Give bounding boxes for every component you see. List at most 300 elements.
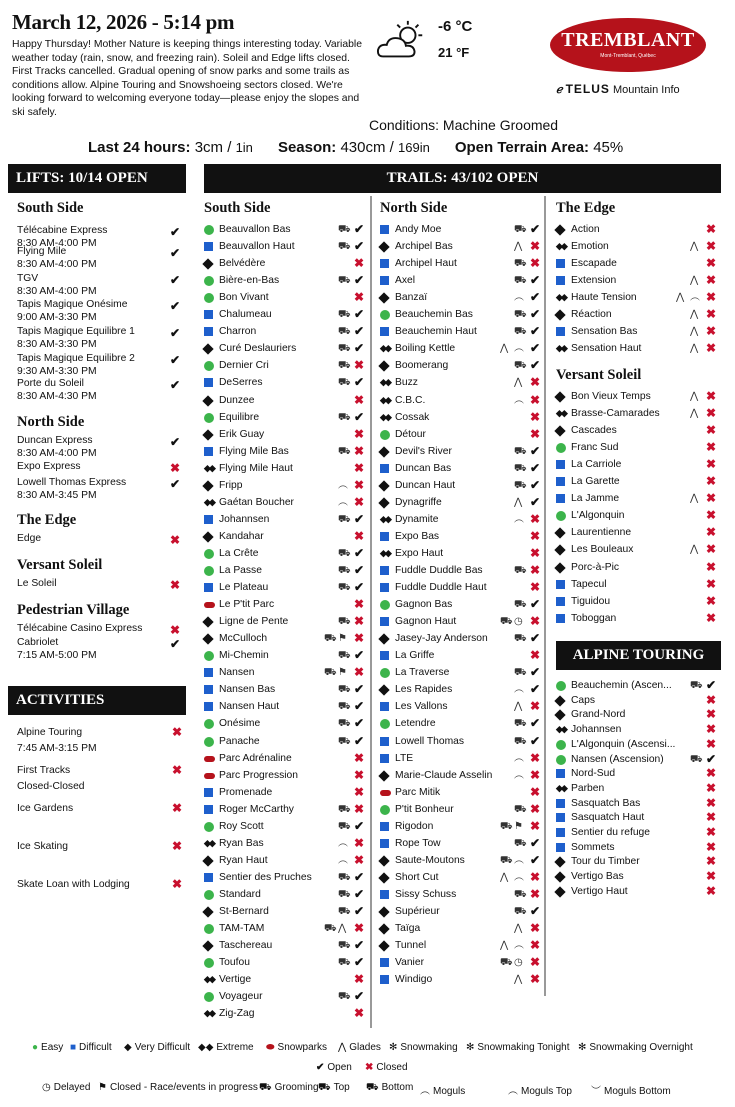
extreme-double-diamond-icon: ◆◆ [380, 547, 390, 558]
easy-circle-icon [380, 668, 390, 678]
trail-name: Mi-Chemin [219, 650, 269, 662]
trail-name: Franc Sud [571, 442, 619, 454]
trail-name: Johannsen [219, 513, 270, 525]
trail-name: Tiguidou [571, 595, 611, 607]
difficult-square-icon [204, 668, 213, 677]
very-difficult-diamond-icon [378, 446, 389, 457]
legend-label: Closed [376, 1062, 408, 1073]
trail-row [380, 784, 544, 801]
trail-row [204, 767, 368, 784]
trail-name: Taschereau [219, 940, 273, 952]
delayed-clock-icon: ◷ [514, 957, 523, 969]
trail-row [380, 392, 544, 409]
very-difficult-diamond-icon [554, 425, 565, 436]
trail-row [380, 306, 544, 323]
very-difficult-diamond-icon [378, 906, 389, 917]
legend-label: Glades [349, 1042, 381, 1053]
grooming-icon: ⛟ [338, 582, 351, 594]
very-difficult-diamond-icon [378, 872, 389, 883]
trail-name: Le P'tit Parc [219, 599, 275, 611]
glades-icon: ⋀ [514, 701, 523, 713]
season-in: 169in [398, 140, 430, 155]
trail-name: Rigodon [395, 820, 434, 832]
moguls-top-icon: ︵ [508, 1086, 518, 1097]
trail-name: L'Algonquin (Ascensi... [571, 738, 676, 750]
very-difficult-diamond-icon [202, 940, 213, 951]
terrain-value: 45% [593, 139, 624, 156]
open-check-icon: ✔ [170, 326, 181, 340]
trail-row [204, 255, 368, 272]
open-check-icon: ✔ [706, 751, 717, 766]
very-difficult-diamond-icon [202, 395, 213, 406]
grooming-icon: ⛟ [514, 360, 527, 372]
closed-x-icon: ✖ [530, 818, 541, 833]
trail-row [556, 255, 720, 272]
trail-name: Andy Moe [395, 224, 442, 235]
trail-row [380, 494, 544, 511]
lift-hours: 8:30 AM-4:00 PM [17, 286, 97, 297]
trail-name: Bon Vieux Temps [571, 391, 651, 402]
trail-section-title: Versant Soleil [556, 367, 642, 383]
trail-name: L'Algonquin [571, 510, 625, 522]
glades-icon: ⋀ [690, 275, 699, 287]
trail-row [556, 593, 720, 610]
last24-label: Last 24 hours: [88, 139, 191, 156]
closed-x-icon: ✖ [706, 593, 717, 608]
very-difficult-diamond-icon [202, 480, 213, 491]
legend-item [259, 1082, 319, 1095]
trail-name: Erik Guay [219, 428, 265, 440]
very-difficult-diamond-icon [554, 695, 565, 706]
trail-row [380, 460, 544, 477]
legend-label: Moguls Bottom [604, 1086, 671, 1097]
legend-label: Snowparks [277, 1042, 328, 1053]
lift-name: TGV [17, 273, 39, 284]
closed-x-icon: ✖ [530, 801, 541, 816]
trail-name: Dynagriffe [395, 496, 442, 508]
trail-row [204, 340, 368, 357]
extreme-double-diamond-icon: ◆◆ [380, 411, 390, 422]
trail-name: Dynamite [395, 513, 439, 525]
trail-name: Caps [571, 694, 596, 706]
open-check-icon: ✔ [354, 409, 365, 424]
grooming-icon: ⛟ [338, 940, 351, 952]
trail-row [204, 630, 368, 647]
lift-hours: 8:30 AM-4:30 PM [17, 391, 97, 402]
trail-row [204, 733, 368, 750]
difficult-square-icon [556, 276, 565, 285]
trail-name: Vanier [395, 957, 424, 969]
trail-row [380, 545, 544, 562]
trail-name: Les Bouleaux [571, 544, 634, 556]
trail-name: Tour du Timber [571, 856, 640, 868]
trail-name: Expo Haut [395, 547, 444, 559]
trail-row [204, 647, 368, 664]
grooming-icon: ⛟ [338, 650, 351, 662]
trail-name: Cossak [395, 411, 430, 423]
trail-row [380, 733, 544, 750]
grooming-icon: ⛟ [338, 547, 351, 559]
glades-icon: ⋀ [690, 544, 699, 556]
trail-row [204, 920, 368, 937]
grooming-icon: ⛟ [338, 871, 351, 883]
difficult-square-icon [204, 378, 213, 387]
trail-name: Sasquatch Haut [571, 812, 645, 824]
difficult-square-icon [204, 310, 213, 319]
closed-x-icon: ✖ [354, 528, 365, 543]
glades-icon: ⋀ [500, 940, 509, 952]
closed-x-icon: ✖ [706, 491, 717, 506]
extreme-double-diamond-icon: ◆◆ [204, 462, 214, 473]
grooming-icon: ⛟ [514, 258, 527, 270]
difficult-square-icon [204, 583, 213, 592]
very-difficult-diamond-icon [554, 857, 565, 868]
grooming-icon: ⛟ [338, 616, 351, 628]
easy-circle-icon [556, 755, 566, 765]
very-difficult-diamond-icon [202, 429, 213, 440]
closed-x-icon: ✖ [706, 839, 717, 854]
trail-row [380, 920, 544, 937]
trail-row [204, 323, 368, 340]
grooming-icon: ⛟ [338, 701, 351, 713]
trail-row [204, 698, 368, 715]
trail-name: Vertigo Haut [571, 885, 628, 897]
closed-x-icon: ✖ [706, 707, 717, 722]
legend-label: Extreme [216, 1042, 254, 1053]
closed-x-icon: ✖ [354, 631, 365, 646]
trail-name: Parc Mitik [395, 786, 441, 798]
trail-row [204, 835, 368, 852]
difficult-square-icon [380, 464, 389, 473]
legend-label: Difficult [79, 1042, 112, 1053]
open-check-icon: ✔ [170, 353, 181, 367]
trail-name: Fripp [219, 479, 243, 491]
trail-row [204, 1005, 368, 1022]
closed-x-icon: ✖ [706, 766, 717, 781]
difficult-square-icon [556, 769, 565, 778]
trail-name: Buzz [395, 377, 418, 389]
grooming-icon: ⛟ [514, 445, 527, 457]
grooming-icon: ⛟ [514, 326, 527, 338]
trail-row [380, 374, 544, 391]
legend-item [366, 1082, 413, 1095]
very-difficult-diamond-icon [378, 923, 389, 934]
trail-name: Sentier du refuge [571, 827, 650, 838]
trail-name: Nord-Sud [571, 768, 616, 780]
season-label: Season: [277, 139, 337, 156]
moguls-icon: ︵ [514, 394, 524, 406]
closed-x-icon: ✖ [706, 780, 717, 795]
difficult-square-icon [204, 702, 213, 711]
legend-item [591, 1082, 671, 1097]
open-check-icon: ✔ [316, 1062, 325, 1073]
easy-circle-icon [204, 549, 214, 559]
very-difficult-diamond-icon [202, 258, 213, 269]
glades-icon: ⋀ [514, 974, 523, 986]
easy-circle-icon [556, 740, 566, 750]
closed-x-icon: ✖ [354, 614, 365, 629]
trail-name: Boomerang [395, 360, 449, 372]
very-difficult-diamond-icon [202, 906, 213, 917]
trail-name: Boiling Kettle [395, 343, 456, 355]
grooming-icon: ⛟ [338, 445, 351, 457]
trail-row [556, 289, 720, 306]
open-check-icon: ✔ [354, 648, 365, 663]
closed-x-icon: ✖ [354, 835, 365, 850]
trail-row [204, 460, 368, 477]
trail-row [380, 750, 544, 767]
open-check-icon: ✔ [530, 597, 541, 612]
closed-x-icon: ✖ [170, 623, 181, 637]
open-check-icon: ✔ [530, 665, 541, 680]
legend-item [70, 1042, 112, 1053]
trail-row [380, 477, 544, 494]
trail-row [380, 954, 544, 971]
trail-row [380, 443, 544, 460]
closed-x-icon: ✖ [530, 580, 541, 595]
grooming-icon: ⛟ [500, 854, 513, 866]
closed-x-icon: ✖ [706, 883, 717, 898]
trail-name: La Carriole [571, 459, 622, 471]
easy-circle-icon [204, 924, 214, 934]
snow-stats: Last 24 hours: 3cm / 1in Season: 430cm / 169in Open Terrain Area: 45% [88, 139, 624, 156]
closed-x-icon: ✖ [706, 525, 717, 540]
trail-name: Nansen Bas [219, 684, 276, 696]
legend-item [365, 1062, 408, 1073]
alpine-banner: ALPINE TOURING [556, 641, 721, 670]
closed-x-icon: ✖ [530, 938, 541, 953]
trail-name: Taïga [395, 923, 421, 935]
very-difficult-diamond-icon [554, 310, 565, 321]
closed-x-icon: ✖ [706, 440, 717, 455]
open-check-icon: ✔ [354, 955, 365, 970]
closed-x-icon: ✖ [354, 494, 365, 509]
legend-item [316, 1062, 352, 1073]
trail-row [380, 630, 544, 647]
open-check-icon: ✔ [530, 273, 541, 288]
logo-subtitle: Mont-Tremblant, Québec [600, 53, 656, 59]
trail-name: Nansen Haut [219, 701, 280, 713]
very-difficult-diamond-icon [554, 391, 565, 402]
grooming-icon: ⛟ [338, 888, 351, 900]
grooming-icon: ⛟ [514, 565, 527, 576]
trail-row [556, 388, 720, 405]
trail-name: Parc Adrénaline [219, 752, 292, 764]
trail-name: Belvédère [219, 258, 266, 270]
trail-row [556, 507, 720, 524]
open-check-icon: ✔ [170, 273, 181, 287]
terrain-label: Open Terrain Area: [454, 139, 590, 156]
trail-name: Saute-Moutons [395, 854, 465, 866]
easy-circle-icon [204, 276, 214, 286]
grooming-icon: ⛟ [338, 326, 351, 338]
trail-row [556, 422, 720, 439]
very-difficult-diamond-icon [202, 531, 213, 542]
trail-name: Devil's River [395, 445, 452, 457]
open-check-icon: ✔ [170, 246, 181, 260]
lift-hours: 8:30 AM-3:30 PM [17, 339, 97, 350]
difficult-square-icon [380, 276, 389, 285]
closed-x-icon: ✖ [530, 256, 541, 271]
open-check-icon: ✔ [530, 904, 541, 918]
trail-name: Dunzee [219, 394, 255, 406]
difficult-square-icon [556, 799, 565, 808]
snowpark-icon: ⬬ [266, 1042, 275, 1053]
grooming-icon: ⛟ [338, 820, 351, 832]
trail-name: Beauchemin (Ascen... [571, 680, 672, 691]
trail-row [556, 238, 720, 255]
trail-name: Tapecul [571, 578, 607, 590]
lift-name: Télécabine Express [17, 225, 108, 236]
moguls-icon: ︵ [338, 479, 348, 491]
trail-section-title: South Side [204, 200, 271, 216]
trail-name: Jasey-Jay Anderson [395, 633, 488, 645]
glades-icon: ⋀ [338, 1042, 347, 1053]
open-check-icon: ✔ [354, 682, 365, 697]
activities-banner: ACTIVITIES [8, 686, 186, 715]
trail-name: Parc Progression [219, 769, 298, 781]
grooming-icon: ⛟ [338, 735, 351, 747]
snowpark-icon [204, 773, 215, 779]
difficult-square-icon [556, 259, 565, 268]
trail-name: Tunnel [395, 940, 427, 952]
extreme-double-diamond-icon: ◆◆ [556, 292, 566, 303]
trail-row [204, 903, 368, 920]
closed-x-icon: ✖ [354, 750, 365, 765]
grooming-icon: ⛟ [338, 803, 351, 815]
very-difficult-diamond-icon: ◆ [124, 1042, 132, 1053]
activity-hours: 7:45 AM-3:15 PM [17, 743, 97, 754]
easy-circle-icon [380, 719, 390, 729]
open-check-icon: ✔ [170, 477, 181, 491]
lift-hours: 8:30 AM-4:00 PM [17, 238, 97, 249]
trail-row [380, 409, 544, 426]
very-difficult-diamond-icon [554, 886, 565, 897]
closed-x-icon: ✖ [706, 457, 717, 472]
trail-row [380, 340, 544, 357]
trail-name: Archipel Haut [395, 258, 457, 270]
divider [544, 196, 546, 996]
legend-item [338, 1042, 381, 1053]
very-difficult-diamond-icon [202, 855, 213, 866]
lift-name: Tapis Magique Equilibre 2 [17, 353, 135, 364]
moguls-bottom-icon: ︶ [591, 1086, 601, 1097]
lift-hours: 8:30 AM-3:45 PM [17, 490, 97, 501]
difficult-square-icon [556, 843, 565, 852]
lift-name: Porte du Soleil [17, 378, 84, 389]
legend-label: Snowmaking [400, 1042, 458, 1053]
trail-name: Cascades [571, 425, 617, 437]
trail-name: St-Bernard [219, 906, 269, 917]
trail-name: Fuddle Duddle Haut [395, 582, 487, 594]
difficult-square-icon [556, 477, 565, 486]
easy-circle-icon [380, 600, 390, 610]
grooming-icon: ⛟ [338, 275, 351, 287]
open-check-icon: ✔ [354, 869, 365, 884]
trail-name: Letendre [395, 718, 436, 730]
trail-name: Nansen (Ascension) [571, 753, 664, 765]
easy-circle-icon [556, 681, 566, 691]
open-check-icon: ✔ [354, 904, 365, 918]
trail-row [380, 579, 544, 596]
trail-name: Flying Mile Bas [219, 445, 289, 457]
trail-row [380, 698, 544, 715]
snowmaking-overnight-icon: ✻ [578, 1042, 587, 1053]
trail-name: McCulloch [219, 633, 268, 645]
legend-label: Grooming [274, 1082, 319, 1093]
trail-name: Les Rapides [395, 684, 453, 696]
page-title: March 12, 2026 - 5:14 pm [12, 10, 235, 34]
trail-row [204, 272, 368, 289]
logo-text: TREMBLANT [561, 29, 695, 51]
trail-row [380, 562, 544, 579]
trail-section-title: North Side [380, 200, 448, 216]
trail-name: Sensation Bas [571, 326, 638, 338]
difficult-square-icon [380, 225, 389, 234]
trail-row [380, 664, 544, 681]
trail-row [380, 613, 544, 630]
closed-x-icon: ✖ [354, 1006, 365, 1021]
easy-circle-icon [380, 430, 390, 440]
closed-x-icon: ✖ [530, 955, 541, 970]
closed-x-icon: ✖ [354, 426, 365, 441]
closed-x-icon: ✖ [530, 767, 541, 782]
conditions: Conditions: Machine Groomed [369, 117, 559, 133]
open-check-icon: ✔ [354, 545, 365, 560]
closed-x-icon: ✖ [530, 545, 541, 560]
closed-x-icon: ✖ [172, 801, 183, 815]
difficult-square-icon [556, 460, 565, 469]
grooming-icon: ⛟ [338, 343, 351, 355]
open-check-icon: ✔ [530, 682, 541, 697]
moguls-icon: ︵ [338, 837, 348, 849]
trail-row [204, 426, 368, 443]
closed-x-icon: ✖ [530, 511, 541, 526]
trail-row [556, 541, 720, 558]
grooming-icon: ⛟ [324, 633, 337, 645]
grooming-icon: ⛟ [338, 241, 351, 253]
closed-x-icon: ✖ [706, 825, 717, 839]
grooming-icon: ⛟ [259, 1082, 272, 1093]
easy-circle-icon: ● [32, 1042, 39, 1053]
open-check-icon: ✔ [530, 733, 541, 748]
trail-row [556, 610, 720, 627]
grooming-icon: ⛟ [338, 684, 351, 696]
closed-x-icon: ✖ [530, 648, 541, 663]
trail-name: Standard [219, 888, 261, 900]
open-check-icon: ✔ [530, 631, 541, 646]
trail-row [380, 903, 544, 920]
closed-x-icon: ✖ [706, 273, 717, 288]
closed-x-icon: ✖ [354, 256, 365, 271]
legend-label: Easy [41, 1042, 64, 1053]
grooming-icon: ⛟ [500, 616, 513, 628]
trail-name: La Griffe [395, 650, 435, 662]
extreme-double-diamond-icon: ◆◆ [380, 377, 390, 388]
trail-row [204, 306, 368, 323]
difficult-square-icon [380, 532, 389, 541]
glades-icon: ⋀ [500, 343, 509, 355]
very-difficult-diamond-icon [554, 871, 565, 882]
trail-name: Roy Scott [219, 820, 264, 832]
trail-name: Les Vallons [395, 701, 448, 713]
trail-name: Short Cut [395, 871, 439, 883]
trail-row [204, 596, 368, 613]
legend-item [98, 1082, 258, 1093]
grooming-icon: ⛟ [514, 633, 527, 645]
closed-x-icon: ✖ [530, 921, 541, 936]
trail-name: Beauchemin Bas [395, 309, 473, 321]
